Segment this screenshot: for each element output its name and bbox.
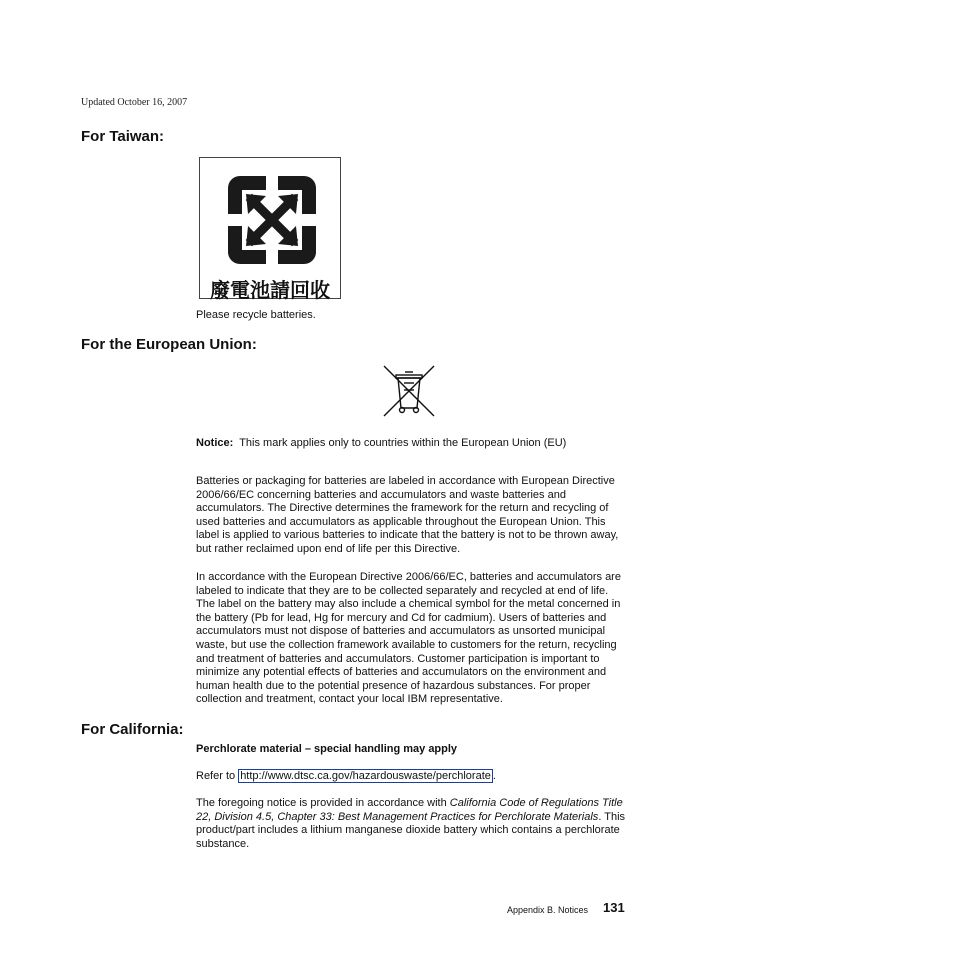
perchlorate-subheading: Perchlorate material – special handling may apply — [196, 743, 458, 755]
foregoing-paragraph — [196, 797, 626, 851]
regulation-citation: California Code of Regulations Title 22, Division 4.5, Chapter 33: Best Management Practices for Perchlorate Materials — [196, 797, 623, 823]
notice-text: This mark applies only to countries within the European Union (EU) — [239, 437, 567, 449]
footer-section: Appendix B. Notices — [507, 905, 589, 915]
refer-suffix: . — [492, 770, 496, 782]
eu-notice — [196, 437, 626, 451]
updated-date: Updated October 16, 2007 — [81, 97, 188, 108]
foregoing-prefix: The foregoing notice is provided in accordance with — [196, 797, 450, 809]
crossed-out-wheelie-bin-icon — [382, 364, 436, 418]
perchlorate-link[interactable]: http://www.dtsc.ca.gov/hazardouswaste/perchlorate — [240, 770, 491, 782]
heading-eu: For the European Union: — [81, 336, 257, 353]
heading-taiwan: For Taiwan: — [81, 128, 165, 145]
taiwan-caption: Please recycle batteries. — [196, 309, 316, 321]
foregoing-suffix: . This product/part includes a lithium manganese dioxide battery which contains a perchlorate substance. — [196, 810, 626, 850]
eu-paragraph-2: In accordance with the European Directive 2006/66/EC, batteries and accumulators are labeled to indicate that they are to be collected separately and recycled at end of life. The label on the battery may also include a chemical symbol for the metal concerned in the battery (Pb for lead, Hg for mercury and Cd for cadmium). Users of batteries and accumulators must not dispose of batteries and accumulators as unsorted municipal waste, but use the collection framework available to customers for the return, recycling and treatment of batteries and accumulators. Customer participation is important to minimize any potential effects of batteries and accumulators on the environment and human health due to the potential presence of hazardous substances. For proper collection and treatment, contact your local IBM representative. — [196, 571, 621, 706]
eu-paragraph-1: Batteries or packaging for batteries are labeled in accordance with European Directive 2006/66/EC concerning batteries and accumulators and waste batteries and accumulators. The Directive determines the framework for the return and recycling of used batteries and accumulators as applicable throughout the European Union. This label is applied to various batteries to indicate that the battery is not to be thrown away, but rather reclaimed upon end of life per this Directive. — [196, 475, 619, 555]
page-number: 131 — [603, 900, 625, 915]
taiwan-recycle-chinese-text: 廢電池請回收 — [210, 278, 330, 302]
recycle-icon — [226, 174, 318, 266]
refer-line — [196, 770, 626, 784]
notice-label: Notice: — [196, 437, 234, 449]
taiwan-recycle-logo — [199, 157, 341, 302]
heading-california: For California: — [81, 721, 184, 738]
refer-prefix: Refer to — [196, 770, 239, 782]
